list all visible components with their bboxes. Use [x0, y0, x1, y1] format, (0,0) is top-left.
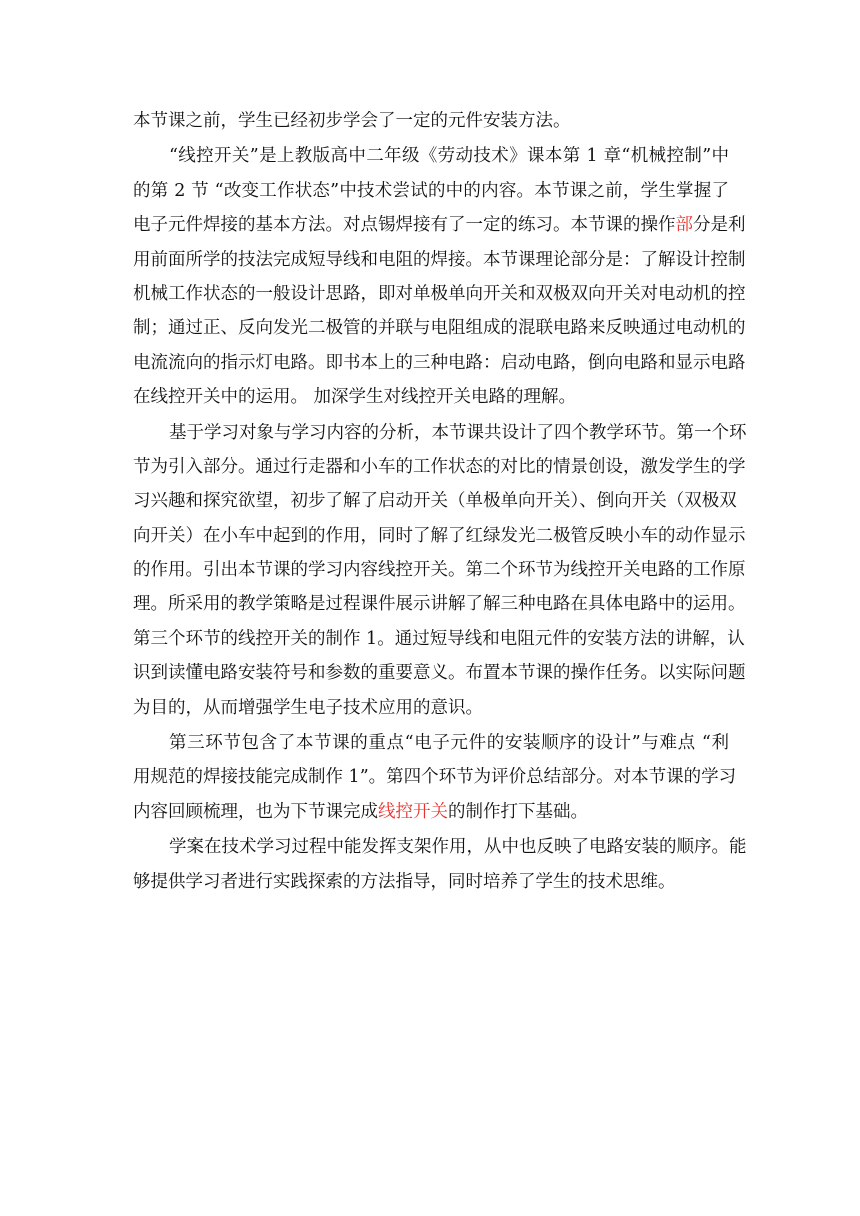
text-line	[133, 795, 729, 829]
highlighted-text: 部	[675, 215, 693, 236]
text-line	[133, 865, 729, 899]
text-run: 第三个环节的线控开关的制作 1。通过短导线和电阻元件的安装方法的讲解，认	[133, 628, 745, 649]
text-run: 的制作打下基础。	[448, 801, 588, 822]
text-line	[133, 380, 729, 414]
text-line	[133, 519, 746, 553]
highlighted-text: 线控开关	[378, 801, 448, 822]
text-run: 用前面所学的技法完成短导线和电阻的焊接。本节课理论部分是：了解设计控制	[133, 249, 746, 270]
paragraph-4	[133, 726, 737, 829]
text-run: 分是利	[693, 215, 746, 236]
text-run: 第三环节包含了本节课的重点“电子元件的安装顺序的设计”与难点 “利	[169, 733, 729, 754]
text-line	[133, 450, 746, 484]
text-line	[133, 484, 737, 518]
text-line	[133, 416, 747, 450]
text-line	[133, 622, 745, 656]
text-line	[133, 656, 746, 690]
text-run: 识到读懂电路安装符号和参数的重要意义。布置本节课的操作任务。以实际问题	[133, 663, 746, 684]
paragraph-5	[133, 830, 747, 899]
text-run: 节为引入部分。通过行走器和小车的工作状态的对比的情景创设，激发学生的学	[133, 456, 746, 477]
text-run: 的第 2 节 “改变工作状态”中技术尝试的中的内容。本节课之前，学生掌握了	[133, 180, 729, 201]
text-run: 基于学习对象与学习内容的分析，本节课共设计了四个教学环节。第一个环	[169, 422, 747, 443]
text-run: 电流流向的指示灯电路。即书本上的三种电路：启动电路，倒向电路和显示电路	[133, 352, 746, 373]
text-run: 为目的，从而增强学生电子技术应用的意识。	[133, 697, 483, 718]
text-line	[133, 139, 729, 173]
text-run: 学案在技术学习过程中能发挥支架作用，从中也反映了电路安装的顺序。能	[169, 837, 747, 858]
paragraph-1	[133, 104, 729, 138]
text-line	[133, 208, 746, 242]
text-run: 习兴趣和探究欲望，初步了解了启动开关（单极单向开关）、倒向开关（双极双	[133, 491, 737, 512]
text-run: 用规范的焊接技能完成制作 1”。第四个环节为评价总结部分。对本节课的学习	[133, 767, 737, 788]
text-run: “线控开关”是上教版高中二年级《劳动技术》课本第 1 章“机械控制”中	[169, 146, 729, 167]
text-run: 理。所采用的教学策略是过程课件展示讲解了解三种电路在具体电路中的运用。	[133, 594, 746, 615]
text-run: 电子元件焊接的基本方法。对点锡焊接有了一定的练习。本节课的操作	[133, 215, 676, 236]
text-run: 够提供学习者进行实践探索的方法指导，同时培养了学生的技术思维。	[133, 871, 676, 892]
text-line	[133, 311, 746, 345]
text-line	[133, 760, 737, 794]
document-body	[133, 104, 747, 899]
paragraph-2	[133, 139, 746, 414]
text-run: 制；通过正、反向发光二极管的并联与电阻组成的混联电路来反映通过电动机的	[133, 318, 746, 339]
text-line	[133, 346, 746, 380]
text-line	[133, 726, 729, 760]
text-line	[133, 277, 746, 311]
text-run: 内容回顾梳理，也为下节课完成	[133, 801, 378, 822]
text-line	[133, 174, 729, 208]
text-run: 在线控开关中的运用。 加深学生对线控开关电路的理解。	[133, 387, 577, 408]
text-run: 本节课之前，学生已经初步学会了一定的元件安装方法。	[133, 111, 571, 131]
text-line	[133, 587, 746, 621]
text-run: 机械工作状态的一般设计思路，即对单极单向开关和双极双向开关对电动机的控	[133, 283, 746, 304]
text-line	[133, 243, 746, 277]
text-line	[133, 104, 729, 138]
paragraph-3	[133, 416, 747, 726]
text-line	[133, 691, 729, 725]
text-line	[133, 553, 746, 587]
text-run: 的作用。引出本节课的学习内容线控开关。第二个环节为线控开关电路的工作原	[133, 560, 746, 581]
text-line	[133, 830, 747, 864]
text-run: 向开关）在小车中起到的作用，同时了解了红绿发光二极管反映小车的动作显示	[133, 525, 746, 546]
